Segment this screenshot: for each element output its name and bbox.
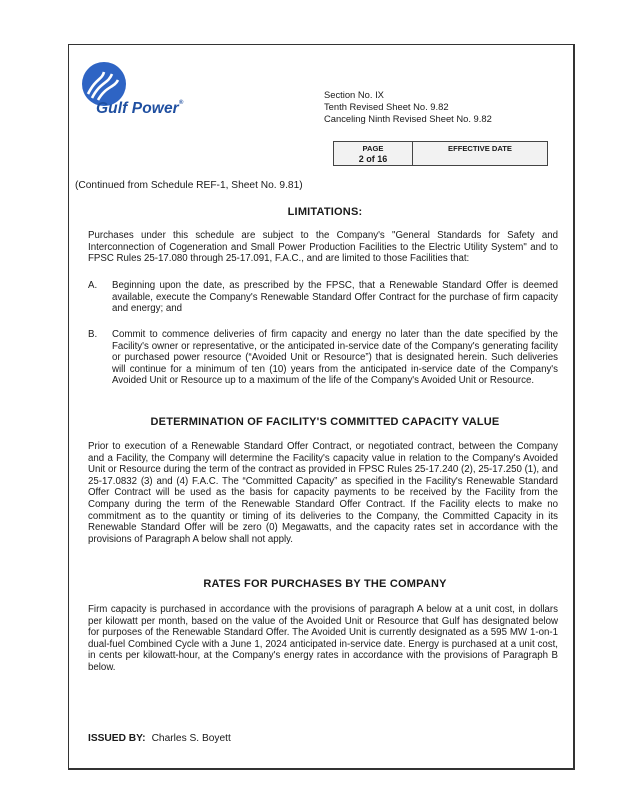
rates-text: Firm capacity is purchased in accordance with the provisions of paragraph A below at a unit cost, in dollars per kilowatt per month, based on the value of the Avoided Unit or Resource that Gulf has designated below for purposes of the Renewable Standard Offer. The Avoided Unit is currently designated as a 595 MW 1-on-1 dual-fuel Combined Cycle with a June 1, 2024 anticipated in-service date. Energy is purchased at a unit cost, in cents per kilowatt-hour, at the Company's energy rates in accordance with the provisions of Paragraph B below.: [88, 604, 558, 673]
issued-by: [88, 733, 231, 744]
limitations-intro: Purchases under this schedule are subject to the Company's "General Standards for Safety and Interconnection of Cogeneration and Small Power Production Facilities to the Electric Utility System" and to FPSC Rules 25-17.080 through 25-17.091, F.A.C., and are limited to those Facilities that:: [88, 230, 558, 265]
page-value: 2 of 16: [358, 154, 388, 164]
page-label: PAGE: [362, 144, 384, 153]
sheet-number: Tenth Revised Sheet No. 9.82: [324, 101, 449, 113]
item-text: Beginning upon the date, as prescribed by the FPSC, that a Renewable Standard Offer is deemed available, execute the Company's Renewable Standard Offer Contract for the purchase of firm capacity and energy; and: [112, 280, 558, 315]
page-cell: [334, 142, 413, 165]
issued-by-label: ISSUED BY:: [88, 733, 146, 744]
issued-by-name: Charles S. Boyett: [151, 733, 231, 744]
item-letter: B.: [88, 329, 98, 340]
effective-date-cell: [413, 142, 547, 165]
limitation-item-b: [88, 329, 558, 401]
section-number: Section No. IX: [324, 89, 384, 100]
item-text: Commit to commence deliveries of firm capacity and energy no later than the date specified by the Facility's owner or representative, or the anticipated in-service date of the Company's generating facility or purchased power resource (“Avoided Unit or Resource”) that is designated herein. Such deliveries will continue for a minimum of ten (10) years from the anticipated in-service date of the Company's Avoided Unit or Resource up to a maximum of the life of the Company's Avoided Unit or Resource.: [112, 329, 558, 387]
effective-date-label: EFFECTIVE DATE: [448, 144, 512, 153]
committed-capacity-text: Prior to execution of a Renewable Standard Offer Contract, or negotiated contract, between the Company and a Facility, the Company will determine the Facility's capacity value in relation to the Company's Avoided Unit or Resource during the term of the contract as provided in FPSC Rules 25-17.240 (2), 25-17.250 (1), and 25-17.0832 (3) and (4) F.A.C. The “Committed Capacity” as specified in the Facility's Renewable Standard Offer Contract will be used as the basis for capacity payments to be received by the Facility from the Company during the term of the Renewable Standard Offer Contract. If the Facility elects to make no commitment as to the quantity or timing of its deliveries to the Company, the Committed Capacity in its Renewable Standard Offer will be zero (0) Megawatts, and the capacity rates set in accordance with the provisions of Paragraph A below shall not apply.: [88, 441, 558, 545]
continued-note: (Continued from Schedule REF-1, Sheet No. 9.81): [75, 180, 303, 191]
brand-name: Gulf Power®: [96, 100, 184, 117]
committed-capacity-heading: DETERMINATION OF FACILITY'S COMMITTED CAPACITY VALUE: [150, 416, 500, 428]
section-info: [324, 89, 492, 126]
page-effective-box: [333, 141, 548, 166]
limitations-heading: LIMITATIONS:: [287, 206, 363, 218]
canceling-sheet: Canceling Ninth Revised Sheet No. 9.82: [324, 113, 492, 125]
limitation-item-a: [88, 280, 558, 320]
item-letter: A.: [88, 280, 98, 291]
rates-heading: RATES FOR PURCHASES BY THE COMPANY: [203, 578, 447, 590]
